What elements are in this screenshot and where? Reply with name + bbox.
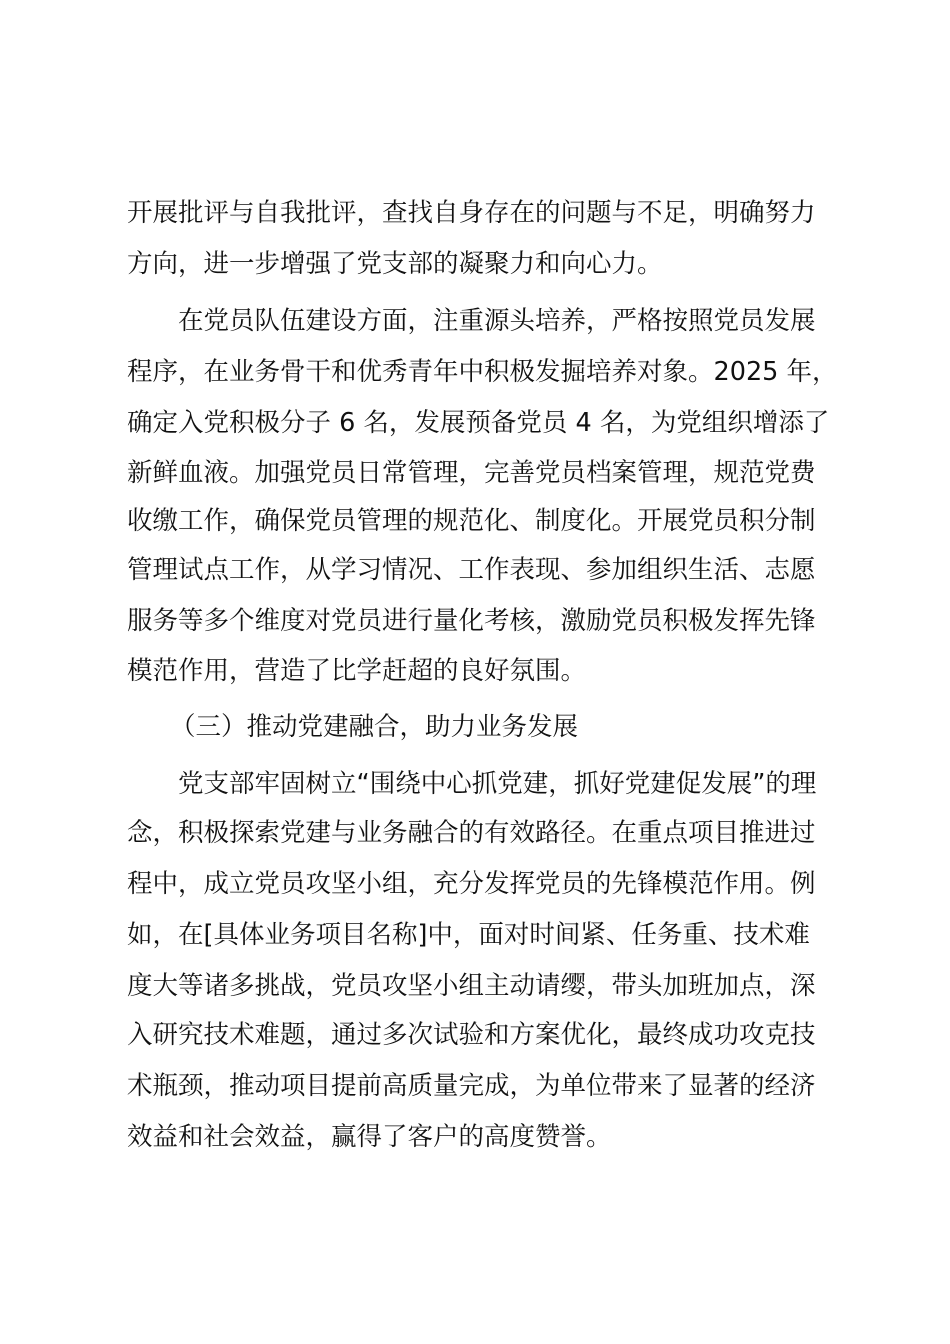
text-line: 新鲜血液。加强党员日常管理，完善党员档案管理，规范党费 <box>127 458 816 488</box>
text-line: 程中，成立党员攻坚小组，充分发挥党员的先锋模范作用。例 <box>127 869 816 899</box>
text-line: 术瓶颈，推动项目提前高质量完成，为单位带来了显著的经济 <box>127 1071 816 1101</box>
text-line: 开展批评与自我批评，查找自身存在的问题与不足，明确努力 <box>127 198 816 228</box>
text-line: 模范作用，营造了比学赶超的良好氛围。 <box>127 656 587 686</box>
text-line: 收缴工作，确保党员管理的规范化、制度化。开展党员积分制 <box>127 506 816 536</box>
text-line: 度大等诸多挑战，党员攻坚小组主动请缨，带头加班加点，深 <box>127 971 816 1001</box>
text-line: 如，在[具体业务项目名称]中，面对时间紧、任务重、技术难 <box>127 920 810 950</box>
text-line: 方向，进一步增强了党支部的凝聚力和向心力。 <box>127 249 663 279</box>
text-line: 管理试点工作，从学习情况、工作表现、参加组织生活、志愿 <box>127 555 816 585</box>
section-heading: （三）推动党建融合，助力业务发展 <box>170 712 579 742</box>
text-line: 效益和社会效益，赢得了客户的高度赞誉。 <box>127 1122 612 1152</box>
text-line: 确定入党积极分子 6 名，发展预备党员 4 名，为党组织增添了 <box>127 408 830 438</box>
text-line: 程序，在业务骨干和优秀青年中积极发掘培养对象。2025 年， <box>127 357 838 387</box>
text-line: 念，积极探索党建与业务融合的有效路径。在重点项目推进过 <box>127 818 816 848</box>
text-line: 服务等多个维度对党员进行量化考核，激励党员积极发挥先锋 <box>127 606 816 636</box>
text-line: 在党员队伍建设方面，注重源头培养，严格按照党员发展 <box>178 306 816 336</box>
text-line: 入研究技术难题，通过多次试验和方案优化，最终成功攻克技 <box>127 1020 816 1050</box>
text-line: 党支部牢固树立“围绕中心抓党建，抓好党建促发展”的理 <box>178 769 817 799</box>
